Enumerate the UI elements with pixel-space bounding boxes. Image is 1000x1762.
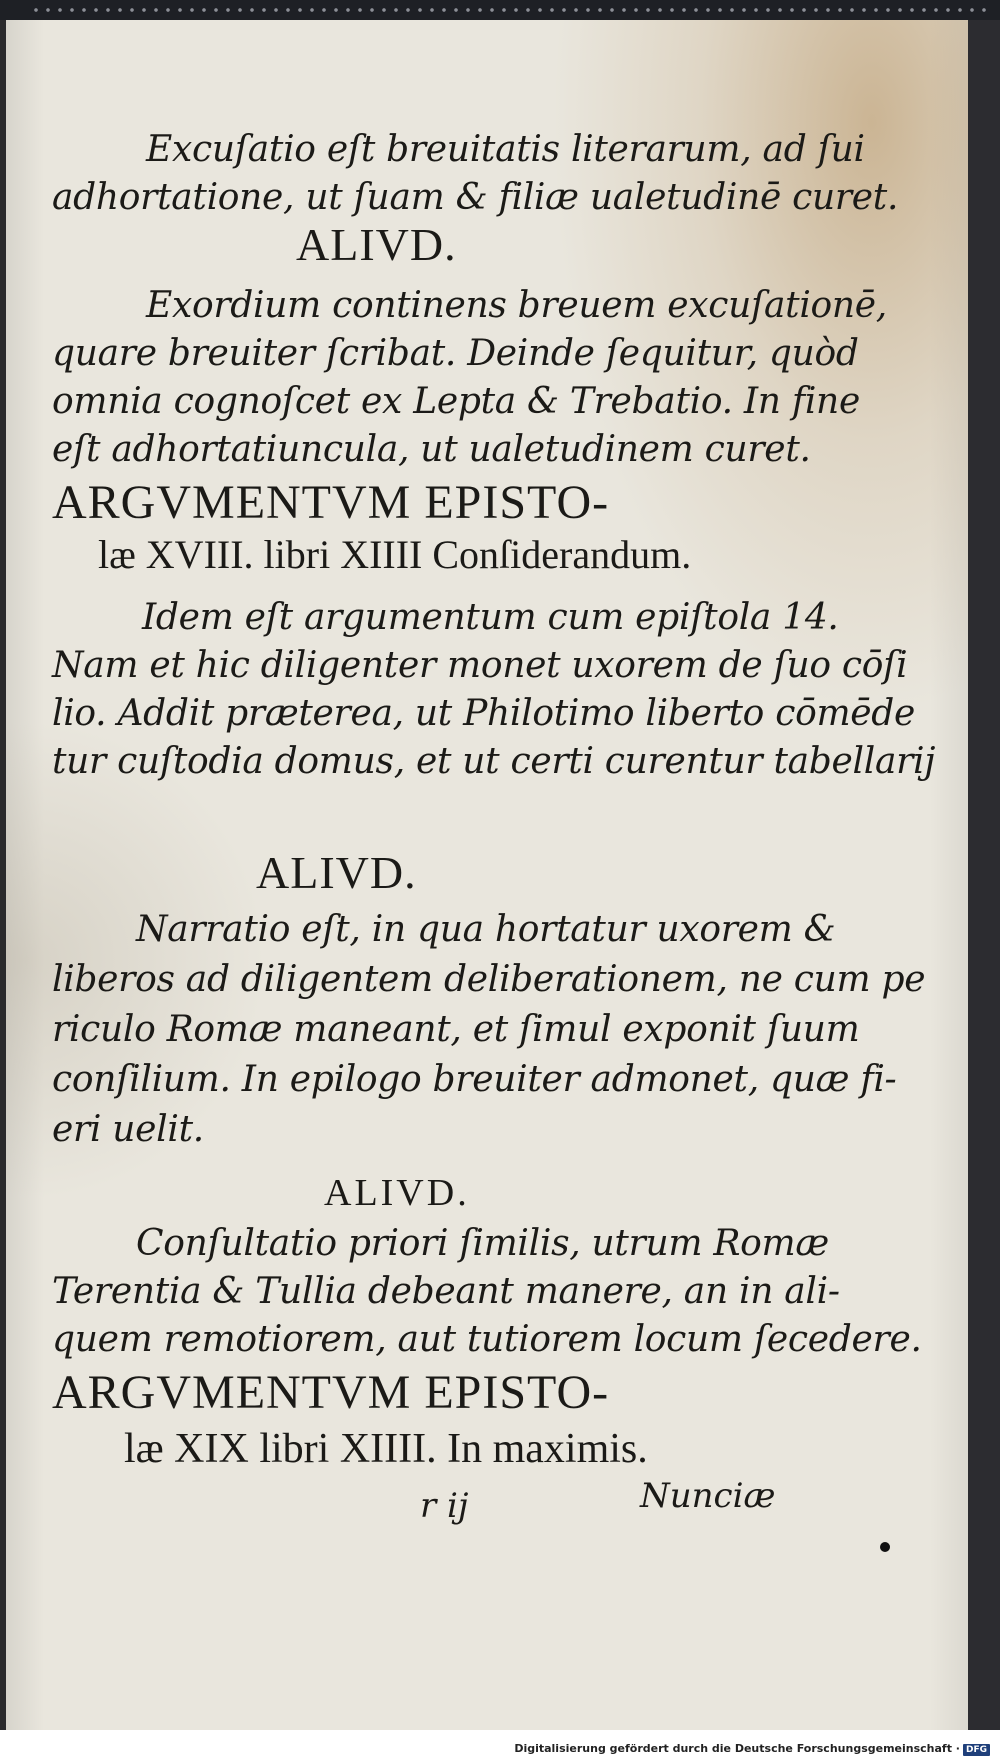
text-line: eſt adhortatiuncula, ut ualetudinem curet. <box>52 429 811 470</box>
text-line: omnia cognoſcet ex Lepta & Trebatio. In fine <box>52 381 860 422</box>
text-line: riculo Romæ maneant, et ſimul exponit ſuum <box>52 1009 860 1050</box>
book-page <box>6 20 970 1730</box>
text-line: conſilium. In epilogo breuiter admonet, quæ fi- <box>52 1059 897 1100</box>
text-line: Idem eſt argumentum cum epiſtola 14. <box>142 597 839 638</box>
section-heading: ALIVD. <box>296 219 457 270</box>
text-line: Conſultatio priori ſimilis, utrum Romæ <box>136 1223 829 1264</box>
dfg-logo: DFG <box>963 1744 990 1756</box>
text-line: Excuſatio eſt breuitatis literarum, ad ſui <box>146 129 865 170</box>
text-line: tur cuſtodia domus, et ut certi curentur tabellarij <box>52 741 936 782</box>
argumentum-heading: ARGVMENTVM EPISTO- <box>52 476 610 529</box>
section-heading: ALIVD. <box>256 847 417 898</box>
argumentum-subheading: læ XIX libri XIIII. In maximis. <box>124 1426 648 1472</box>
argumentum-subheading: læ XVIII. libri XIIII Conſiderandum. <box>98 532 692 577</box>
section-heading: ALIVD. <box>324 1172 470 1214</box>
text-line: Exordium continens breuem excuſationē, <box>146 285 887 326</box>
text-line: adhortatione, ut ſuam & filiæ ualetudinē curet. <box>52 177 899 218</box>
text-line: Terentia & Tullia debeant manere, an in ali- <box>52 1271 840 1312</box>
credit-text: Digitalisierung gefördert durch die Deutsche Forschungsgemeinschaft · <box>514 1742 960 1755</box>
text-line: quare breuiter ſcribat. Deinde ſequitur, quòd <box>52 333 859 374</box>
scan-top-edge <box>0 0 1000 20</box>
text-line: eri uelit. <box>52 1109 204 1150</box>
catchword: Nunciæ <box>640 1476 776 1516</box>
text-line: Narratio eſt, in qua hortatur uxorem & <box>136 909 836 950</box>
text-line: lio. Addit præterea, ut Philotimo liberto cōmēde <box>52 693 916 734</box>
digitization-credit <box>514 1742 990 1756</box>
signature-mark: r ij <box>420 1486 469 1526</box>
scan-right-edge <box>968 20 1000 1730</box>
ink-spot <box>880 1542 890 1552</box>
text-line: liberos ad diligentem deliberationem, ne cum pe <box>52 959 926 1000</box>
text-line: Nam et hic diligenter monet uxorem de ſuo cōſi <box>52 645 908 686</box>
binding-dots <box>30 8 990 12</box>
text-line: quem remotiorem, aut tutiorem locum ſecedere. <box>52 1319 922 1360</box>
argumentum-heading: ARGVMENTVM EPISTO- <box>52 1366 610 1419</box>
